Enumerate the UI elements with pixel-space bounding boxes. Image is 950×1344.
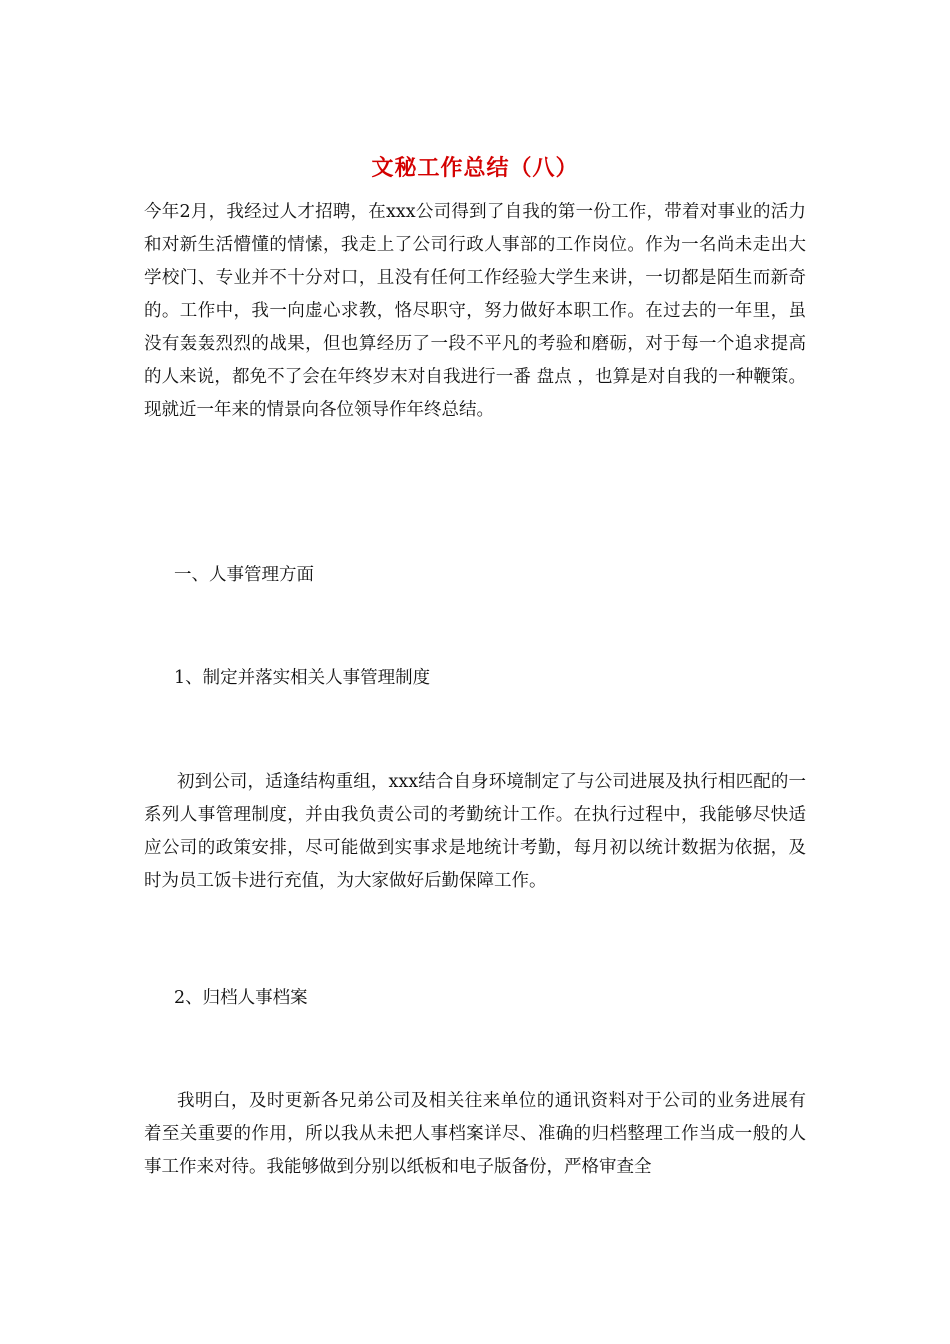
document-title: 文秘工作总结（八） (371, 155, 579, 181)
subsection-paragraph-personnel-rules: 初到公司，适逢结构重组，xxx结合自身环境制定了与公司进展及执行相匹配的一系列人事管理制度，并由我负责公司的考勤统计工作。在执行过程中，我能够尽快适应公司的政策安排，尽可能做到实事求是地统计考勤，每月初以统计数据为依据，及时为员工饭卡进行充值，为大家做好后勤保障工作。 (144, 772, 806, 891)
section-heading-personnel-management: 一、人事管理方面 (174, 565, 314, 585)
intro-paragraph: 今年2月，我经过人才招聘，在xxx公司得到了自我的第一份工作，带着对事业的活力和对新生活懵懂的情愫，我走上了公司行政人事部的工作岗位。作为一名尚未走出大学校门、专业并不十分对口，且没有任何工作经验大学生来讲，一切都是陌生而新奇的。工作中，我一向虚心求教，恪尽职守，努力做好本职工作。在过去的一年里，虽没有轰轰烈烈的战果，但也算经历了一段不平凡的考验和磨砺，对于每一个追求提高的人来说，都免不了会在年终岁末对自我进行一番 盘点 ，也算是对自我的一种鞭策。现就近一年来的情景向各位领导作年终总结。 (144, 202, 806, 420)
subsection-heading-personnel-archives: 2、归档人事档案 (174, 988, 308, 1008)
subsection-heading-personnel-rules: 1、制定并落实相关人事管理制度 (174, 668, 431, 688)
subsection-paragraph-personnel-archives: 我明白，及时更新各兄弟公司及相关往来单位的通讯资料对于公司的业务进展有着至关重要的作用，所以我从未把人事档案详尽、准确的归档整理工作当成一般的人事工作来对待。我能够做到分别以纸板和电子版备份，严格审查全 (144, 1091, 806, 1177)
